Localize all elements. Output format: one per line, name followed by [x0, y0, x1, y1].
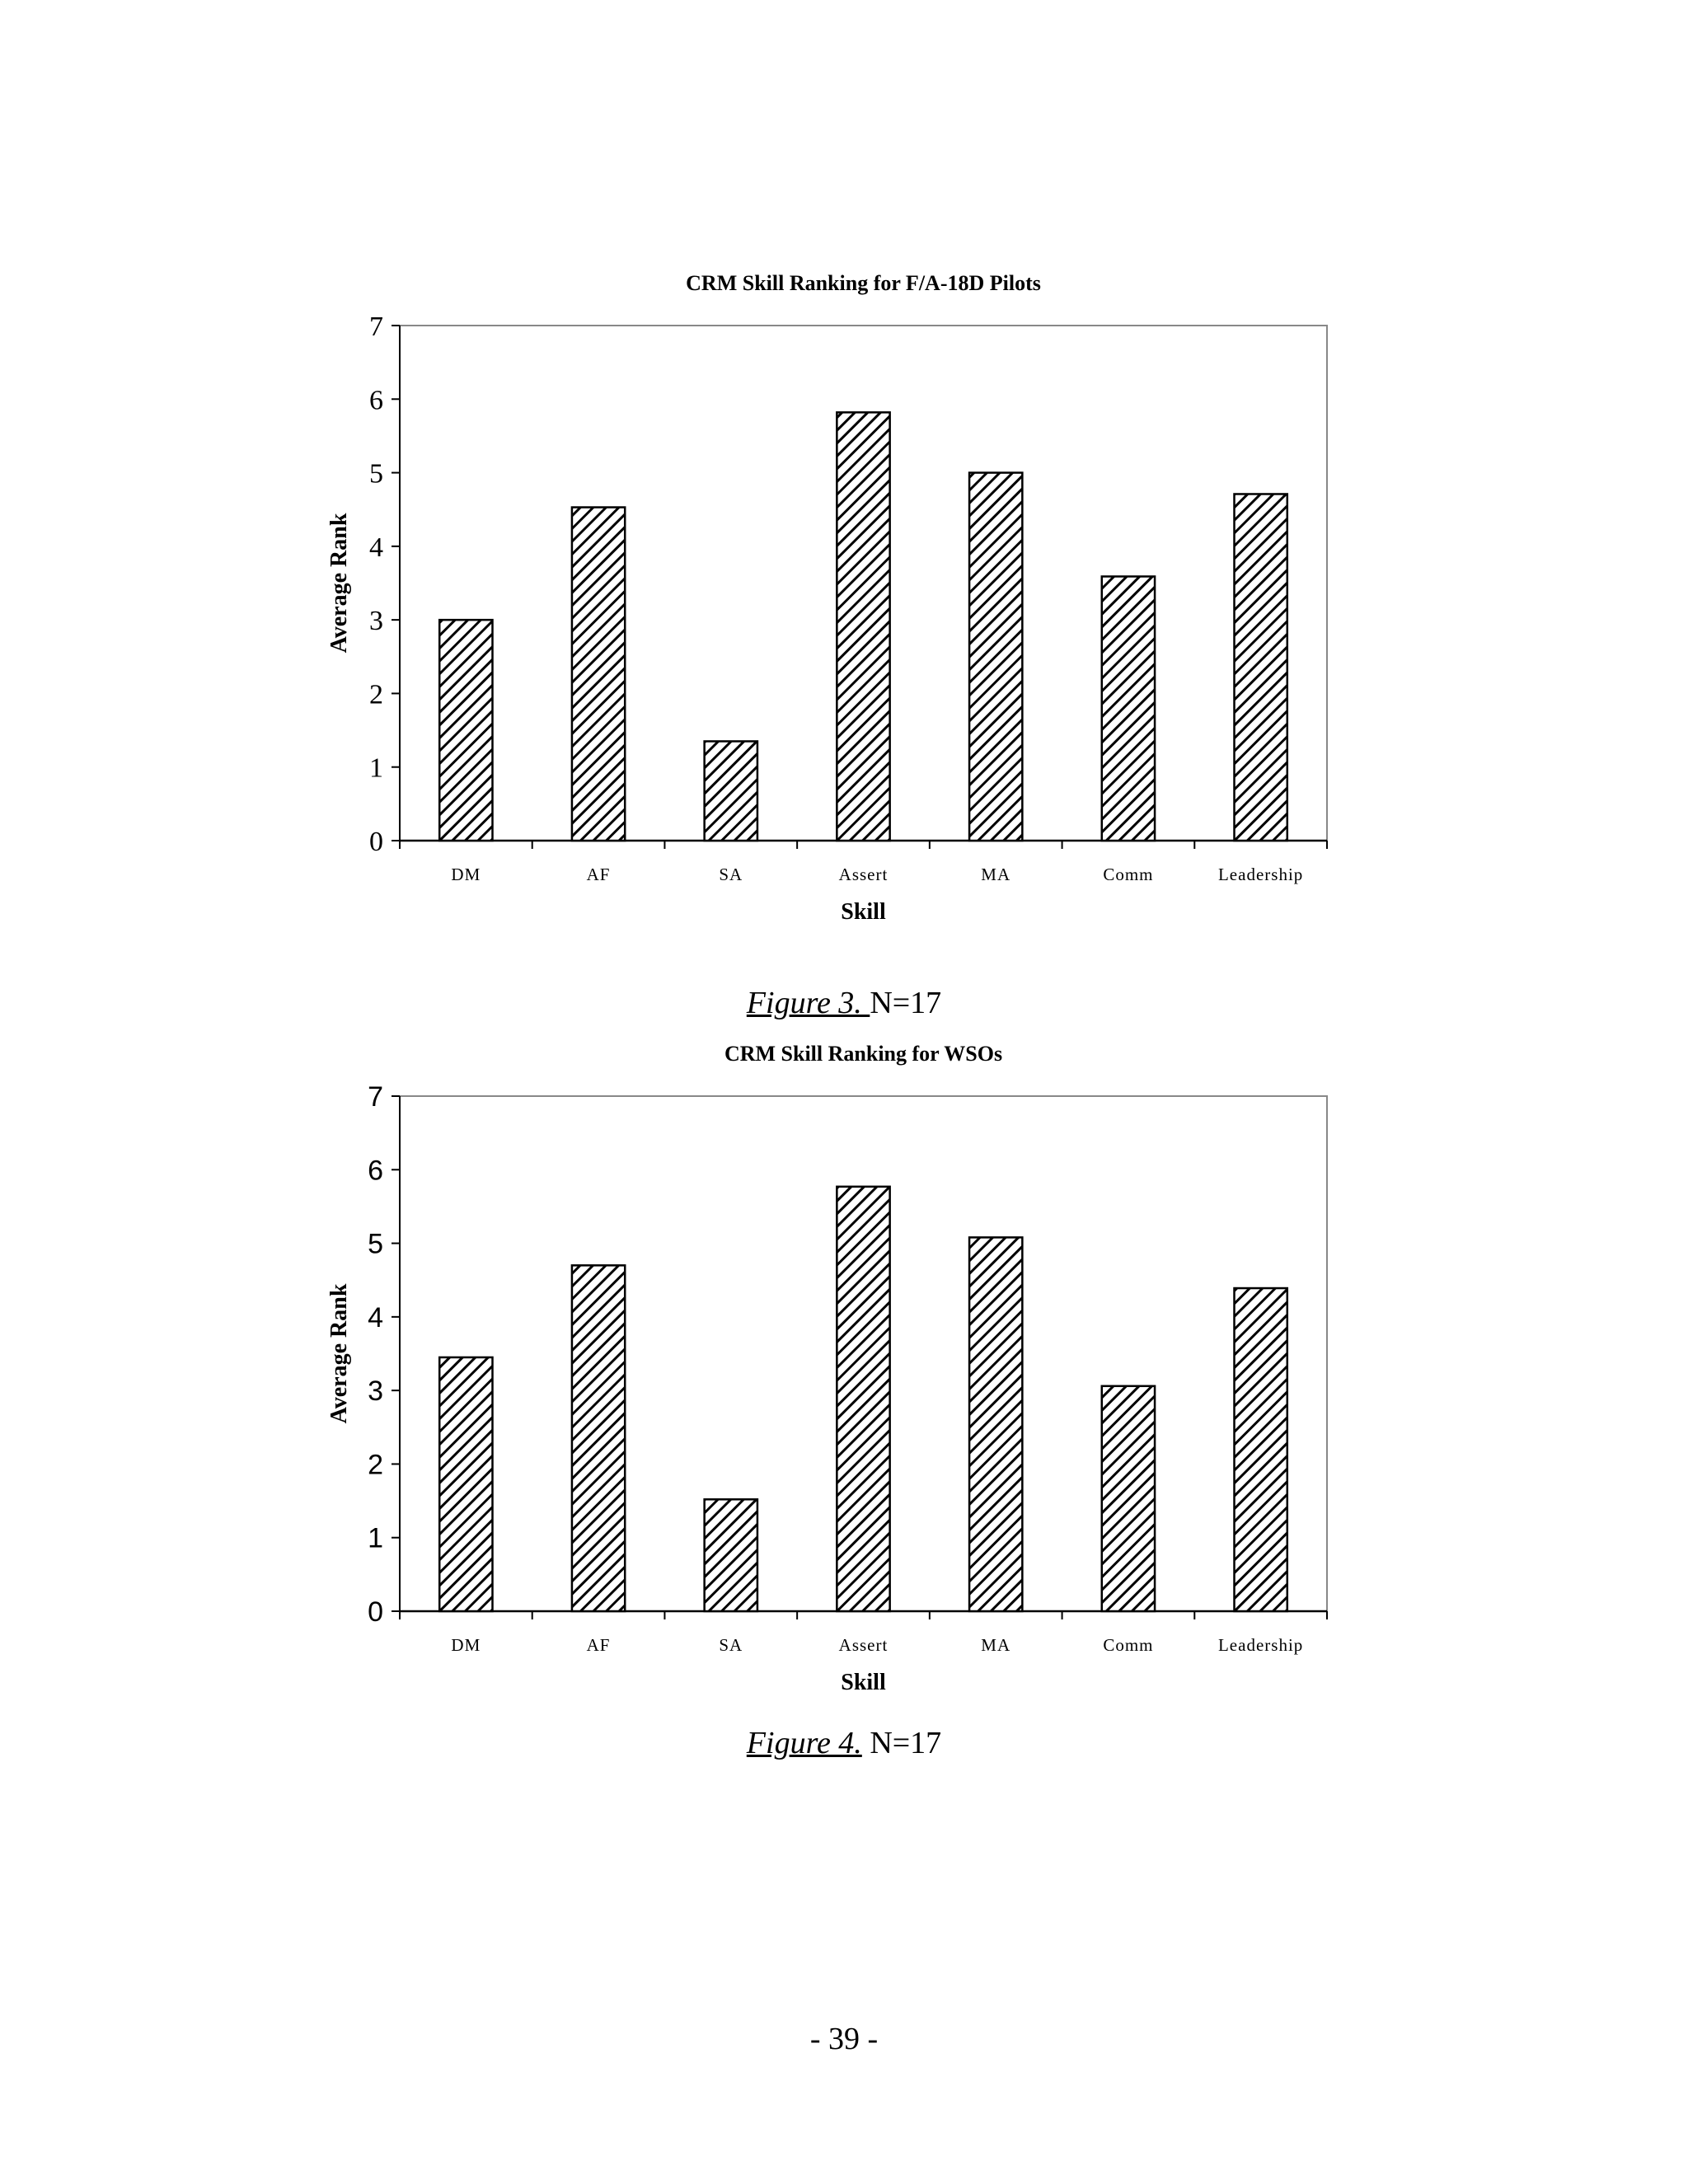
x-tick-label: DM	[451, 1635, 481, 1655]
x-tick-label: SA	[719, 865, 743, 884]
chart-wsos	[305, 1026, 1376, 1710]
y-tick-label: 0	[369, 827, 383, 857]
bar-af	[572, 508, 625, 841]
x-tick-label: Assert	[838, 865, 889, 884]
y-tick-label: 3	[369, 606, 383, 637]
bar-leadership	[1235, 494, 1287, 841]
y-tick-label: 2	[369, 679, 383, 710]
x-tick-label: AF	[586, 1635, 611, 1655]
figure-4-caption	[0, 1725, 1688, 1761]
bar-comm	[1102, 576, 1155, 841]
bar-assert	[837, 1187, 889, 1611]
x-axis-label: Skill	[841, 899, 886, 925]
bar-sa	[705, 1499, 757, 1611]
y-tick-label: 6	[369, 385, 383, 416]
x-tick-label: Leadership	[1217, 865, 1304, 884]
y-axis-label: Average Rank	[326, 513, 352, 654]
y-tick-label: 5	[368, 1228, 383, 1260]
y-tick-label: 0	[368, 1596, 383, 1628]
y-tick-label: 1	[369, 752, 383, 784]
x-tick-label: MA	[981, 865, 1011, 884]
x-tick-label: Comm	[1103, 1635, 1154, 1655]
figure-3-text: N=17	[870, 986, 942, 1020]
y-tick-label: 7	[368, 1081, 383, 1113]
figure-3-caption	[0, 985, 1688, 1021]
x-axis-label: Skill	[841, 1670, 886, 1695]
bar-comm	[1102, 1386, 1155, 1611]
bar-ma	[969, 473, 1022, 841]
y-tick-label: 1	[368, 1522, 383, 1554]
figure-3-label: Figure 3.	[746, 986, 870, 1020]
x-tick-label: Comm	[1103, 865, 1154, 884]
bar-ma	[969, 1237, 1022, 1611]
chart-pilots-svg	[305, 255, 1376, 940]
chart-pilots	[305, 255, 1376, 940]
page-number: - 39 -	[809, 2022, 879, 2056]
bar-dm	[439, 620, 492, 841]
figure-4-text: N=17	[861, 1726, 942, 1760]
chart-title: CRM Skill Ranking for F/A-18D Pilots	[686, 271, 1041, 295]
chart-title: CRM Skill Ranking for WSOs	[724, 1042, 1003, 1066]
figure-4-label: Figure 4.	[746, 1726, 862, 1760]
y-tick-label: 5	[369, 458, 383, 490]
x-tick-label: MA	[981, 1635, 1011, 1655]
y-axis-label: Average Rank	[326, 1283, 352, 1424]
bar-sa	[705, 741, 757, 841]
y-tick-label: 3	[368, 1376, 383, 1408]
chart-wsos-svg	[305, 1026, 1376, 1710]
bar-dm	[439, 1357, 492, 1611]
y-tick-label: 2	[368, 1449, 383, 1481]
bar-af	[572, 1265, 625, 1611]
y-tick-label: 7	[369, 312, 383, 342]
x-tick-label: DM	[451, 865, 481, 884]
y-tick-label: 4	[368, 1301, 383, 1333]
bar-leadership	[1235, 1288, 1287, 1611]
y-tick-label: 6	[368, 1155, 383, 1187]
x-tick-label: AF	[586, 865, 611, 884]
y-tick-label: 4	[369, 532, 383, 563]
bar-assert	[837, 412, 889, 841]
x-tick-label: Leadership	[1217, 1635, 1304, 1655]
x-tick-label: Assert	[838, 1635, 889, 1655]
x-tick-label: SA	[719, 1635, 743, 1655]
